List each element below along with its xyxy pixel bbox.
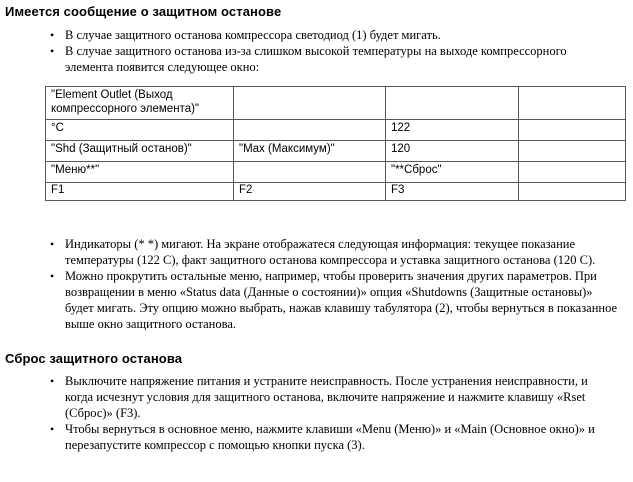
table-cell (386, 87, 519, 120)
section-heading-shutdown-message: Имеется сообщение о защитном останове (5, 4, 282, 19)
bullet-list-after-table (0, 236, 633, 332)
table-cell: 120 (386, 141, 519, 162)
table-cell (519, 141, 626, 162)
table-row (46, 162, 626, 183)
table-cell: F3 (386, 183, 519, 201)
bullet-list-before-table (0, 27, 633, 75)
bullet-item: • Индикаторы (* *) мигают. На экране отображатеся следующая информация: текущее показание температуры (122 С), факт защитного останова компрессора и уставка защитного останова (120 С). (65, 236, 618, 268)
table-row (46, 141, 626, 162)
table-cell: F1 (46, 183, 234, 201)
table-cell: "**Сброс" (386, 162, 519, 183)
table-cell (234, 162, 386, 183)
table-cell: "Shd (Защитный останов)" (46, 141, 234, 162)
table-cell (519, 87, 626, 120)
table-cell: "Element Outlet (Выход компрессорного элемента)" (46, 87, 234, 120)
table-row (46, 183, 626, 201)
table-cell: "Меню**" (46, 162, 234, 183)
display-window-table (45, 86, 626, 201)
table-cell (519, 162, 626, 183)
bullet-item: • Чтобы вернуться в основное меню, нажмите клавиши «Menu (Меню)» и «Main (Основное окно)» и перезапустите компрессор с помощью кнопки пуска (3). (65, 421, 618, 453)
bullet-item: • Выключите напряжение питания и устраните неисправность. После устранения неисправности, и когда исчезнут условия для защитного останова, включите напряжение и нажмите клавишу «Rset (Сброс)» (F3). (65, 373, 618, 421)
bullet-item: • В случае защитного останова компрессора светодиод (1) будет мигать. (65, 27, 618, 43)
table-cell: °C (46, 120, 234, 141)
table-cell (234, 120, 386, 141)
table-cell: F2 (234, 183, 386, 201)
table-cell: "Max (Максимум)" (234, 141, 386, 162)
bullet-list-reset (0, 373, 633, 453)
bullet-item: • Можно прокрутить остальные меню, например, чтобы проверить значения других параметров. При возвращении в меню «Status data (Данные о состоянии)» опция «Shutdowns (Защитные остановы)» будет мигать. Эту опцию можно выбрать, нажав клавишу табулятора (2), чтобы вернуться в показанное выше окно защитного останова. (65, 268, 618, 332)
table-row (46, 87, 626, 120)
table-row (46, 120, 626, 141)
bullet-item: • В случае защитного останова из-за слишком высокой температуры на выходе компрессорного элемента появится следующее окно: (65, 43, 618, 75)
table-cell: 122 (386, 120, 519, 141)
section-heading-reset: Сброс защитного останова (5, 351, 183, 366)
table-cell (519, 120, 626, 141)
table-cell (234, 87, 386, 120)
table-cell (519, 183, 626, 201)
